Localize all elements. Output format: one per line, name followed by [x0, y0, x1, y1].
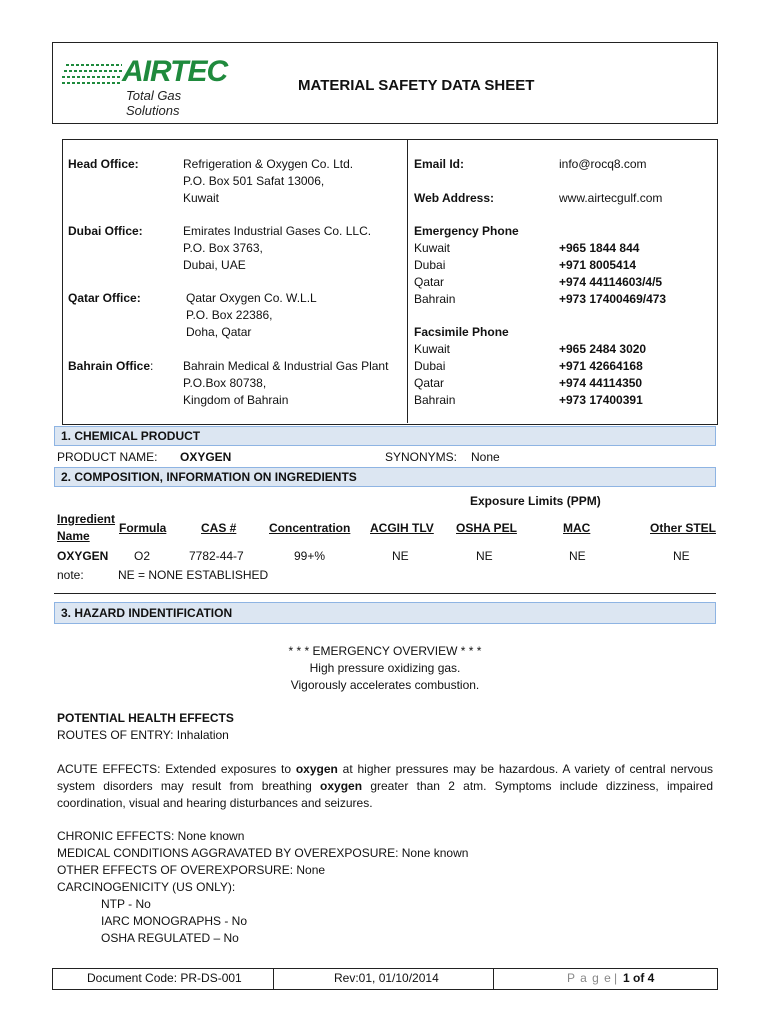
footer-page-word: P a g e — [567, 971, 612, 985]
section-2-bar — [54, 467, 716, 487]
section-2-title: 2. COMPOSITION, INFORMATION ON INGREDIENTS — [61, 470, 357, 484]
concentration-cell: 99+% — [294, 549, 326, 563]
acgih-cell: NE — [392, 549, 409, 563]
col-header-concentration: Concentration — [269, 521, 351, 535]
col-header-acgih: ACGIH TLV — [370, 521, 434, 535]
head-office-line: Refrigeration & Oxygen Co. Ltd. — [183, 157, 354, 171]
ingredient-cell: OXYGEN — [57, 549, 109, 563]
emergency-number: +973 17400469/473 — [559, 292, 667, 306]
footer-page-number: 1 of 4 — [623, 971, 655, 985]
fax-place: Bahrain — [414, 393, 456, 407]
emergency-overview-line: High pressure oxidizing gas. — [309, 661, 461, 675]
col-header-mac: MAC — [563, 521, 591, 535]
section-1-title: 1. CHEMICAL PRODUCT — [61, 429, 201, 443]
section-1-bar — [54, 426, 716, 446]
carcinogenicity-heading: CARCINOGENICITY (US ONLY): — [57, 880, 236, 894]
emergency-overview-line: Vigorously accelerates combustion. — [290, 678, 480, 692]
acute-effects-line: system disorders may result from breathing oxygen greater than 2 atm. Symptoms include dizziness, impaired — [57, 779, 713, 793]
email-label: Email Id: — [414, 157, 465, 171]
ntp-line: NTP - No — [101, 897, 151, 911]
note-label: note: — [57, 568, 84, 582]
osha-regulated-line: OSHA REGULATED – No — [101, 931, 239, 945]
bahrain-office-line: Bahrain Medical & Industrial Gas Plant — [183, 359, 389, 373]
product-name-value: OXYGEN — [180, 450, 232, 464]
dubai-office-label: Dubai Office: — [68, 224, 143, 238]
cas-cell: 7782-44-7 — [189, 549, 244, 563]
footer-revision: Rev:01, 01/10/2014 — [334, 971, 439, 985]
bahrain-office-label: Bahrain Office: — [68, 359, 154, 373]
other-effects: OTHER EFFECTS OF OVEREXPORSURE: None — [57, 863, 326, 877]
logo-tagline: Total Gas Solutions — [126, 88, 182, 118]
head-office-line: Kuwait — [183, 191, 220, 205]
acute-effects-line: ACUTE EFFECTS: Extended exposures to oxygen at higher pressures may be hazardous. A variety of central nervous — [57, 762, 714, 776]
formula-cell: O2 — [134, 549, 151, 563]
synonyms-value: None — [471, 450, 500, 464]
fax-number: +973 17400391 — [559, 393, 643, 407]
col-header-formula: Formula — [119, 521, 167, 535]
web-label: Web Address: — [414, 191, 495, 205]
email-link[interactable]: info@rocq8.com — [559, 157, 647, 171]
web-link[interactable]: www.airtecgulf.com — [559, 191, 663, 205]
note-text: NE = NONE ESTABLISHED — [118, 568, 269, 582]
dubai-office-line: Dubai, UAE — [183, 258, 246, 272]
head-office-label: Head Office: — [68, 157, 139, 171]
section-3-title: 3. HAZARD INDENTIFICATION — [61, 606, 233, 620]
chronic-effects: CHRONIC EFFECTS: None known — [57, 829, 245, 843]
fax-number: +974 44114350 — [559, 376, 643, 390]
qatar-office-line: Doha, Qatar — [186, 325, 252, 339]
head-office-line: P.O. Box 501 Safat 13006, — [183, 174, 325, 188]
routes-of-entry: ROUTES OF ENTRY: Inhalation — [57, 728, 229, 742]
col-header-stel: Other STEL — [650, 521, 717, 535]
section-2-rule — [54, 593, 716, 594]
fax-place: Qatar — [414, 376, 445, 390]
airtec-logo — [62, 55, 232, 118]
dubai-office-line: Emirates Industrial Gases Co. LLC. — [183, 224, 372, 238]
osha-cell: NE — [476, 549, 493, 563]
emergency-phone-label: Emergency Phone — [414, 224, 519, 238]
stel-cell: NE — [673, 549, 690, 563]
emergency-overview-heading: * * * EMERGENCY OVERVIEW * * * — [288, 644, 482, 658]
col-header-cas: CAS # — [201, 521, 237, 535]
fax-place: Kuwait — [414, 342, 451, 356]
bahrain-office-line: Kingdom of Bahrain — [183, 393, 289, 407]
fax-phone-label: Facsimile Phone — [414, 325, 509, 339]
col-header-osha: OSHA PEL — [456, 521, 517, 535]
logo-wordmark: AIRTEC — [122, 55, 228, 88]
emergency-number: +971 8005414 — [559, 258, 637, 272]
footer-doc-code: Document Code: PR-DS-001 — [87, 971, 242, 985]
exposure-limits-label: Exposure Limits (PPM) — [470, 494, 601, 508]
health-effects-heading: POTENTIAL HEALTH EFFECTS — [57, 711, 234, 725]
col-header-ingredient: Ingredient — [57, 512, 116, 526]
bahrain-office-line: P.O.Box 80738, — [183, 376, 267, 390]
emergency-place: Qatar — [414, 275, 445, 289]
qatar-office-line: P.O. Box 22386, — [186, 308, 273, 322]
fax-number: +971 42664168 — [559, 359, 643, 373]
contact-box-divider — [407, 139, 408, 423]
mac-cell: NE — [569, 549, 586, 563]
emergency-number: +965 1844 844 — [559, 241, 640, 255]
acute-effects-line: coordination, visual and hearing disturbances and seizures. — [57, 796, 373, 810]
emergency-place: Bahrain — [414, 292, 456, 306]
col-header-ingredient-name: Name — [57, 529, 90, 543]
section-3-bar — [54, 602, 716, 624]
qatar-office-label: Qatar Office: — [68, 291, 141, 305]
emergency-place: Kuwait — [414, 241, 451, 255]
emergency-number: +974 44114603/4/5 — [559, 275, 663, 289]
iarc-line: IARC MONOGRAPHS - No — [101, 914, 248, 928]
document-footer — [52, 968, 718, 990]
qatar-office-line: Qatar Oxygen Co. W.L.L — [186, 291, 317, 305]
page-title: MATERIAL SAFETY DATA SHEET — [298, 77, 535, 94]
logo-stripes-icon — [62, 61, 124, 87]
fax-number: +965 2484 3020 — [559, 342, 647, 356]
product-name-label: PRODUCT NAME: — [57, 450, 158, 464]
emergency-place: Dubai — [414, 258, 446, 272]
footer-doc-code-cell — [53, 969, 274, 989]
fax-place: Dubai — [414, 359, 446, 373]
footer-page-separator: | — [614, 971, 618, 985]
synonyms-label: SYNONYMS: — [385, 450, 458, 464]
dubai-office-line: P.O. Box 3763, — [183, 241, 263, 255]
footer-rev-cell — [273, 969, 494, 989]
medical-conditions: MEDICAL CONDITIONS AGGRAVATED BY OVEREXPOSURE: None known — [57, 846, 469, 860]
